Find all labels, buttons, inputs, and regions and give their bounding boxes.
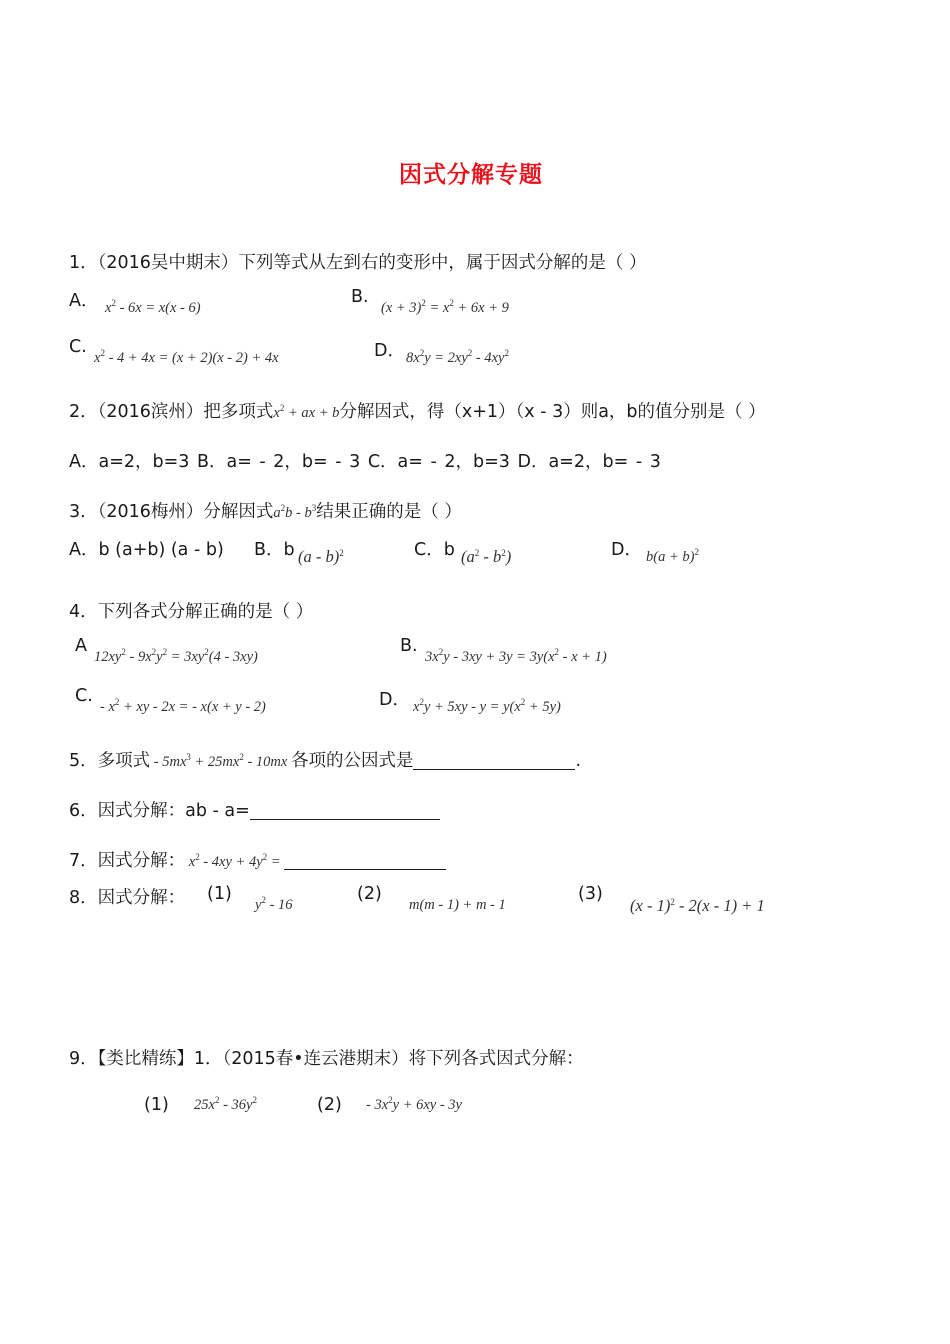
q1-option-c-formula: $x^2 - 4 + 4x = (x + 2)(x - 2) + 4x$ bbox=[94, 348, 279, 366]
q2-stem bbox=[69, 398, 766, 423]
q1-option-d-formula: $8x^2y = 2xy^2 - 4xy^2$ bbox=[406, 348, 509, 366]
q5-end: . bbox=[575, 751, 582, 771]
q3-stem-post: 结果正确的是（ ） bbox=[316, 502, 462, 522]
q3-option-c-formula: $(a^2 - b^2)$ bbox=[461, 547, 512, 566]
q5-line bbox=[69, 747, 581, 772]
q9-part-2-label: (2) bbox=[317, 1095, 342, 1115]
q5-answer-blank[interactable] bbox=[413, 751, 575, 770]
q6-text: 6．因式分解：ab - a= bbox=[69, 801, 250, 821]
q8-part-1-label: (1) bbox=[207, 884, 232, 904]
q4-option-c-formula: - $x^2$ + xy - 2x = - x(x + y - 2) bbox=[100, 697, 266, 715]
q3-option-a: A．b (a+b) (a - b) bbox=[69, 540, 224, 560]
q4-option-a-formula: $12xy^2 - 9x^2y^2 = 3xy^2(4 - 3xy)$ bbox=[94, 647, 258, 665]
q1-option-b-formula: $(x + 3)^2 = x^2 + 6x + 9$ bbox=[381, 298, 509, 316]
q9-part-1-label: (1) bbox=[144, 1095, 169, 1115]
q5-post: 各项的公因式是 bbox=[290, 751, 414, 771]
q3-option-b-label: B．b bbox=[254, 540, 295, 560]
q4-option-d-formula: $x^2y + 5xy - y = y(x^2 + 5y)$ bbox=[413, 697, 561, 715]
q1-stem: 1．（2016吴中期末）下列等式从左到右的变形中，属于因式分解的是（ ） bbox=[69, 253, 647, 273]
q6-answer-blank[interactable] bbox=[250, 801, 440, 820]
q7-polynomial: $x^2 - 4xy + 4y^2$ = bbox=[185, 852, 285, 870]
q4-option-d-label: D． bbox=[379, 690, 410, 710]
q3-option-d-formula: $b(a + b)^2$ bbox=[646, 547, 699, 565]
page-title: 因式分解专题 bbox=[399, 162, 543, 188]
q3-stem bbox=[69, 498, 462, 523]
q1-option-a-formula: $x^2 - 6x = x(x - 6)$ bbox=[105, 298, 201, 316]
q3-option-d-label: D． bbox=[611, 540, 642, 560]
q8-part-3-label: (3) bbox=[578, 884, 603, 904]
q1-option-c-label: C. bbox=[69, 337, 87, 357]
q9-part-1-formula: $25x^2 - 36y^2$ bbox=[194, 1095, 257, 1113]
q8-part-1-formula: $y^2 - 16$ bbox=[255, 895, 293, 913]
q7-line bbox=[69, 847, 446, 872]
q8-part-2-formula: m(m - 1) + m - 1 bbox=[409, 897, 506, 913]
q1-option-a-label: A． bbox=[69, 291, 99, 311]
q9-text: 9．【类比精练】1．（2015春•连云港期末）将下列各式因式分解： bbox=[69, 1049, 584, 1069]
q1-option-b-label: B. bbox=[351, 287, 369, 307]
q4-option-b-label: B. bbox=[400, 636, 418, 656]
q2-stem-pre: 2．（2016滨州）把多项式 bbox=[69, 402, 274, 422]
q4-option-c-label: C. bbox=[75, 686, 93, 706]
q4-stem: 4．下列各式分解正确的是（ ） bbox=[69, 602, 314, 622]
q3-polynomial: $a^2b - b^3$ bbox=[273, 503, 317, 521]
q8-text: 8．因式分解： bbox=[69, 888, 186, 908]
q7-answer-blank[interactable] bbox=[284, 851, 446, 870]
q9-part-2-formula: - $3x^2y + 6xy - 3y$ bbox=[366, 1095, 462, 1113]
q6-line bbox=[69, 797, 440, 822]
q5-pre: 5．多项式 bbox=[69, 751, 151, 771]
q5-polynomial: - $5mx^3 + 25mx^2 - 10mx$ bbox=[150, 752, 291, 770]
q1-option-d-label: D． bbox=[374, 341, 405, 361]
q3-stem-pre: 3．（2016梅州）分解因式 bbox=[69, 502, 274, 522]
q3-option-b-formula: (a - b)$^2$ bbox=[298, 547, 344, 566]
q4-option-a-label: A bbox=[75, 636, 87, 656]
q4-option-b-formula: $3x^2y - 3xy + 3y = 3y(x^2 - x + 1)$ bbox=[425, 647, 607, 665]
q2-stem-post: 分解因式，得（x+1）（x - 3）则a，b的值分别是（ ） bbox=[339, 402, 766, 422]
q8-part-2-label: (2) bbox=[357, 884, 382, 904]
q8-part-3-formula: (x - 1)$^2$ - 2(x - 1) + 1 bbox=[630, 896, 765, 915]
q2-options: A．a=2，b=3 B．a= - 2，b= - 3 C．a= - 2，b=3 D．a=2，b= - 3 bbox=[69, 452, 661, 472]
q3-option-c-label: C．b bbox=[414, 540, 455, 560]
q7-text: 7．因式分解： bbox=[69, 851, 186, 871]
q2-polynomial: $x^2$ + ax + b bbox=[273, 403, 340, 421]
